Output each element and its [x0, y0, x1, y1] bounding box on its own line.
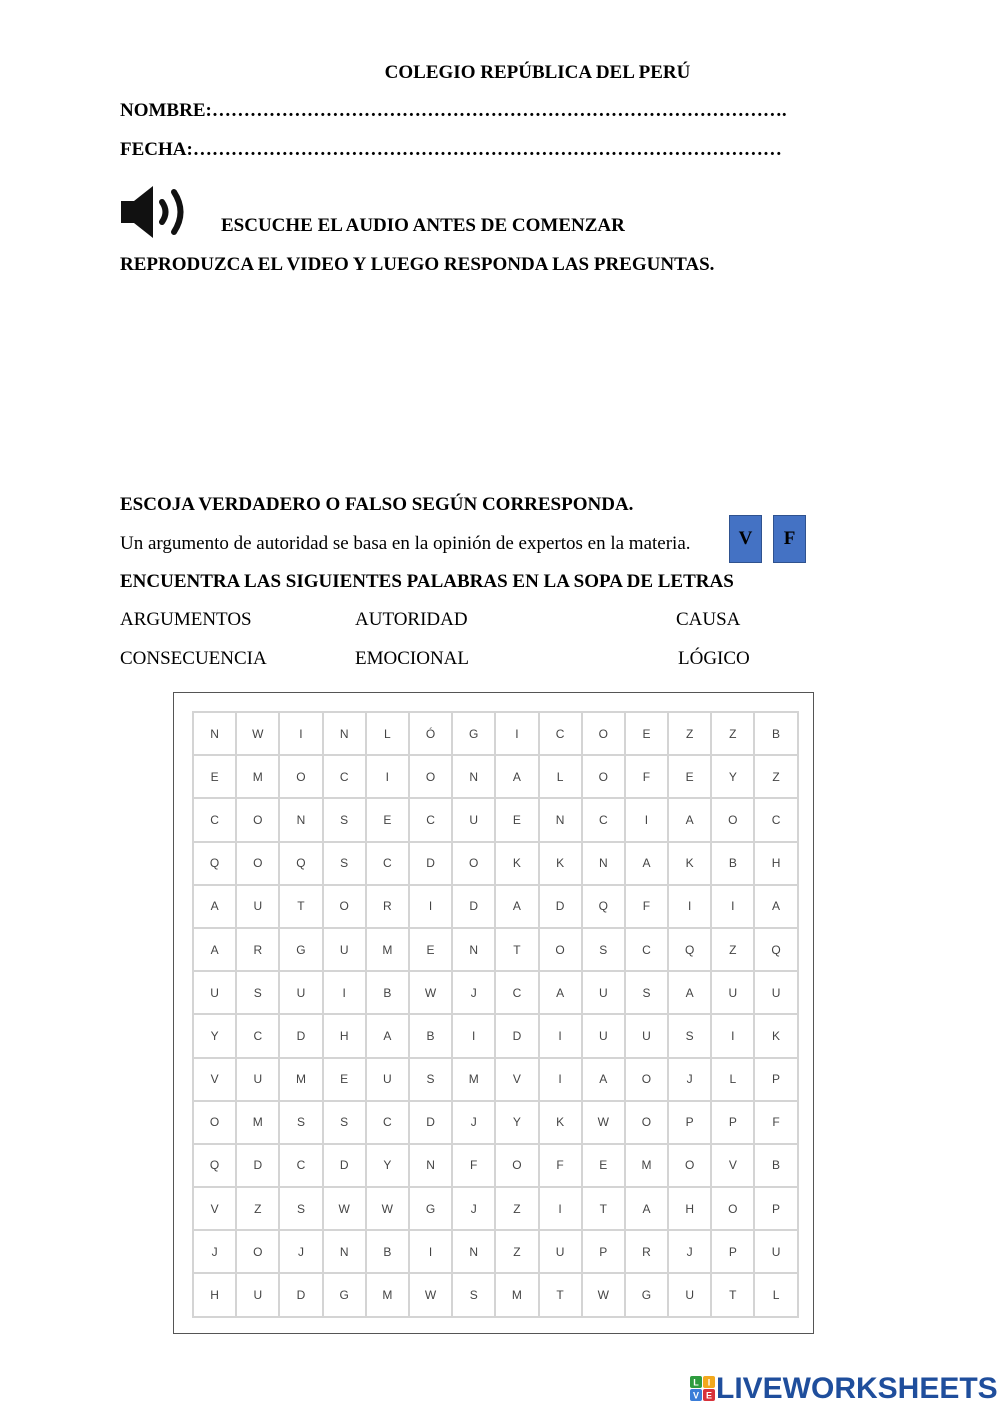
grid-cell[interactable]: O [626, 1059, 669, 1102]
grid-cell[interactable]: D [280, 1274, 323, 1317]
grid-cell[interactable]: I [669, 886, 712, 929]
grid-cell[interactable]: G [280, 929, 323, 972]
grid-cell[interactable]: D [237, 1145, 280, 1188]
grid-cell[interactable]: C [237, 1015, 280, 1058]
grid-cell[interactable]: L [712, 1059, 755, 1102]
grid-cell[interactable]: I [410, 886, 453, 929]
grid-cell[interactable]: U [626, 1015, 669, 1058]
video-instruction: REPRODUZCA EL VIDEO Y LUEGO RESPONDA LAS PREGUNTAS. [120, 254, 715, 275]
grid-cell[interactable]: M [367, 929, 410, 972]
grid-cell[interactable]: N [194, 713, 237, 756]
grid-cell[interactable]: A [626, 1188, 669, 1231]
grid-cell[interactable]: S [583, 929, 626, 972]
grid-cell[interactable]: W [410, 1274, 453, 1317]
grid-cell[interactable]: U [237, 886, 280, 929]
grid-cell[interactable]: J [194, 1231, 237, 1274]
grid-cell[interactable]: Q [669, 929, 712, 972]
grid-cell[interactable]: F [626, 756, 669, 799]
grid-cell[interactable]: C [755, 799, 798, 842]
grid-cell[interactable]: Q [280, 843, 323, 886]
grid-cell[interactable]: O [453, 843, 496, 886]
grid-cell[interactable]: C [626, 929, 669, 972]
grid-cell[interactable]: O [237, 799, 280, 842]
grid-cell[interactable]: P [755, 1188, 798, 1231]
grid-cell[interactable]: J [669, 1231, 712, 1274]
grid-cell[interactable]: C [410, 799, 453, 842]
grid-cell[interactable]: K [496, 843, 539, 886]
grid-cell[interactable]: M [453, 1059, 496, 1102]
grid-cell[interactable]: U [280, 972, 323, 1015]
grid-cell[interactable]: P [755, 1059, 798, 1102]
grid-cell[interactable]: Y [367, 1145, 410, 1188]
grid-cell[interactable]: K [540, 843, 583, 886]
grid-cell[interactable]: I [367, 756, 410, 799]
grid-cell[interactable]: A [755, 886, 798, 929]
grid-cell[interactable]: T [583, 1188, 626, 1231]
grid-cell[interactable]: Z [496, 1231, 539, 1274]
grid-cell[interactable]: O [583, 756, 626, 799]
grid-cell[interactable]: U [755, 1231, 798, 1274]
grid-cell[interactable]: Z [496, 1188, 539, 1231]
word-search-heading: ENCUENTRA LAS SIGUIENTES PALABRAS EN LA SOPA DE LETRAS [120, 571, 734, 592]
grid-cell[interactable]: M [237, 1102, 280, 1145]
grid-cell[interactable]: A [367, 1015, 410, 1058]
grid-cell[interactable]: Q [194, 843, 237, 886]
grid-cell[interactable]: C [583, 799, 626, 842]
grid-cell[interactable]: A [669, 799, 712, 842]
grid-cell[interactable]: T [712, 1274, 755, 1317]
grid-cell[interactable]: I [324, 972, 367, 1015]
grid-cell[interactable]: P [712, 1102, 755, 1145]
grid-cell[interactable]: B [712, 843, 755, 886]
grid-cell[interactable]: O [410, 756, 453, 799]
grid-cell[interactable]: A [669, 972, 712, 1015]
grid-cell[interactable]: E [669, 756, 712, 799]
grid-cell[interactable]: O [280, 756, 323, 799]
liveworksheets-logo-icon [690, 1376, 716, 1402]
grid-cell[interactable]: B [367, 1231, 410, 1274]
grid-cell[interactable]: U [583, 1015, 626, 1058]
grid-cell[interactable]: E [626, 713, 669, 756]
grid-cell[interactable]: N [324, 1231, 367, 1274]
grid-cell[interactable]: Y [194, 1015, 237, 1058]
grid-cell[interactable]: T [280, 886, 323, 929]
grid-cell[interactable]: W [367, 1188, 410, 1231]
word-list-item: ARGUMENTOS [120, 609, 252, 630]
grid-cell[interactable]: A [194, 886, 237, 929]
grid-cell[interactable]: K [755, 1015, 798, 1058]
grid-cell[interactable]: I [626, 799, 669, 842]
grid-cell[interactable]: M [496, 1274, 539, 1317]
grid-cell[interactable]: C [496, 972, 539, 1015]
grid-cell[interactable]: J [280, 1231, 323, 1274]
grid-cell[interactable]: O [237, 1231, 280, 1274]
grid-cell[interactable]: B [755, 1145, 798, 1188]
grid-cell[interactable]: S [324, 799, 367, 842]
grid-cell[interactable]: F [453, 1145, 496, 1188]
grid-cell[interactable]: J [669, 1059, 712, 1102]
grid-cell[interactable]: Z [669, 713, 712, 756]
grid-cell[interactable]: D [324, 1145, 367, 1188]
grid-cell[interactable]: U [669, 1274, 712, 1317]
grid-cell[interactable]: D [453, 886, 496, 929]
grid-cell[interactable]: I [453, 1015, 496, 1058]
word-search-grid [192, 711, 799, 1318]
word-list-item: EMOCIONAL [355, 648, 469, 669]
school-title: COLEGIO REPÚBLICA DEL PERÚ [384, 62, 691, 83]
grid-cell[interactable]: U [237, 1059, 280, 1102]
name-field-label: NOMBRE:………………………………………………………………………………. [120, 100, 787, 121]
grid-cell[interactable]: N [453, 756, 496, 799]
grid-cell[interactable]: W [324, 1188, 367, 1231]
grid-cell[interactable]: O [496, 1145, 539, 1188]
grid-cell[interactable]: E [367, 799, 410, 842]
grid-cell[interactable]: N [453, 929, 496, 972]
grid-cell[interactable]: U [453, 799, 496, 842]
grid-cell[interactable]: D [280, 1015, 323, 1058]
grid-cell[interactable]: W [583, 1102, 626, 1145]
grid-cell[interactable]: U [755, 972, 798, 1015]
grid-cell[interactable]: W [237, 713, 280, 756]
logo-letter: V [692, 1390, 700, 1401]
grid-cell[interactable]: Z [712, 929, 755, 972]
word-list-item: AUTORIDAD [355, 609, 468, 630]
grid-cell[interactable]: G [410, 1188, 453, 1231]
grid-cell[interactable]: R [237, 929, 280, 972]
grid-cell[interactable]: N [280, 799, 323, 842]
grid-cell[interactable]: V [712, 1145, 755, 1188]
grid-cell[interactable]: S [324, 843, 367, 886]
grid-cell[interactable]: O [712, 799, 755, 842]
grid-cell[interactable]: D [540, 886, 583, 929]
grid-cell[interactable]: B [367, 972, 410, 1015]
grid-cell[interactable]: D [410, 843, 453, 886]
grid-cell[interactable]: N [583, 843, 626, 886]
grid-cell[interactable]: Q [583, 886, 626, 929]
grid-cell[interactable]: O [237, 843, 280, 886]
audio-instruction: ESCUCHE EL AUDIO ANTES DE COMENZAR [221, 215, 625, 236]
grid-cell[interactable]: I [410, 1231, 453, 1274]
grid-cell[interactable]: E [496, 799, 539, 842]
grid-cell[interactable]: T [540, 1274, 583, 1317]
grid-cell[interactable]: M [280, 1059, 323, 1102]
grid-cell[interactable]: W [410, 972, 453, 1015]
grid-cell[interactable]: I [280, 713, 323, 756]
grid-cell[interactable]: G [324, 1274, 367, 1317]
grid-cell[interactable]: Q [194, 1145, 237, 1188]
grid-cell[interactable]: U [712, 972, 755, 1015]
grid-cell[interactable]: S [453, 1274, 496, 1317]
grid-cell[interactable]: I [540, 1188, 583, 1231]
grid-cell[interactable]: Z [237, 1188, 280, 1231]
grid-cell[interactable]: V [194, 1188, 237, 1231]
grid-cell[interactable]: A [626, 843, 669, 886]
grid-cell[interactable]: H [755, 843, 798, 886]
grid-cell[interactable]: I [712, 886, 755, 929]
grid-cell[interactable]: H [669, 1188, 712, 1231]
grid-cell[interactable]: S [280, 1102, 323, 1145]
grid-cell[interactable]: L [755, 1274, 798, 1317]
grid-cell[interactable]: I [712, 1015, 755, 1058]
grid-cell[interactable]: N [453, 1231, 496, 1274]
grid-cell[interactable]: D [410, 1102, 453, 1145]
logo-letter: E [705, 1390, 713, 1401]
grid-cell[interactable]: O [194, 1102, 237, 1145]
word-search-frame [173, 692, 814, 1334]
grid-cell[interactable]: S [237, 972, 280, 1015]
grid-cell[interactable]: E [194, 756, 237, 799]
grid-cell[interactable]: R [367, 886, 410, 929]
grid-cell[interactable]: E [583, 1145, 626, 1188]
grid-cell[interactable]: C [324, 756, 367, 799]
false-button[interactable]: F [773, 515, 806, 563]
grid-cell[interactable]: A [540, 972, 583, 1015]
grid-cell[interactable]: A [583, 1059, 626, 1102]
grid-cell[interactable]: W [583, 1274, 626, 1317]
grid-cell[interactable]: B [410, 1015, 453, 1058]
grid-cell[interactable]: O [626, 1102, 669, 1145]
word-list-item: LÓGICO [678, 648, 750, 669]
grid-cell[interactable]: B [755, 713, 798, 756]
word-list-item: CONSECUENCIA [120, 648, 267, 669]
grid-cell[interactable]: K [540, 1102, 583, 1145]
grid-cell[interactable]: S [410, 1059, 453, 1102]
grid-cell[interactable]: J [453, 972, 496, 1015]
grid-cell[interactable]: Q [755, 929, 798, 972]
grid-cell[interactable]: A [496, 886, 539, 929]
grid-cell[interactable]: N [324, 713, 367, 756]
grid-cell[interactable]: G [453, 713, 496, 756]
grid-cell[interactable]: F [755, 1102, 798, 1145]
grid-cell[interactable]: I [496, 713, 539, 756]
grid-cell[interactable]: V [194, 1059, 237, 1102]
grid-cell[interactable]: S [669, 1015, 712, 1058]
grid-cell[interactable]: U [583, 972, 626, 1015]
liveworksheets-brand [690, 1372, 998, 1406]
speaker-icon[interactable] [119, 182, 195, 242]
grid-cell[interactable]: A [496, 756, 539, 799]
grid-cell[interactable]: O [583, 713, 626, 756]
grid-cell[interactable]: P [583, 1231, 626, 1274]
grid-cell[interactable]: E [410, 929, 453, 972]
grid-cell[interactable]: C [367, 843, 410, 886]
grid-cell[interactable]: O [324, 886, 367, 929]
grid-cell[interactable]: D [496, 1015, 539, 1058]
grid-cell[interactable]: U [367, 1059, 410, 1102]
grid-cell[interactable]: Z [755, 756, 798, 799]
true-false-heading: ESCOJA VERDADERO O FALSO SEGÚN CORRESPONDA. [120, 494, 634, 515]
grid-cell[interactable]: Z [712, 713, 755, 756]
word-list-item: CAUSA [676, 609, 741, 630]
grid-cell[interactable]: F [626, 886, 669, 929]
logo-letter: L [693, 1377, 699, 1388]
grid-cell[interactable]: T [496, 929, 539, 972]
grid-cell[interactable]: F [540, 1145, 583, 1188]
grid-cell[interactable]: J [453, 1102, 496, 1145]
grid-cell[interactable]: I [540, 1059, 583, 1102]
grid-cell[interactable]: K [669, 843, 712, 886]
grid-cell[interactable]: P [669, 1102, 712, 1145]
grid-cell[interactable]: H [194, 1274, 237, 1317]
grid-cell[interactable]: O [669, 1145, 712, 1188]
date-field-label: FECHA:………………………………………………………………………………… [120, 139, 782, 160]
grid-cell[interactable]: V [496, 1059, 539, 1102]
grid-cell[interactable]: U [194, 972, 237, 1015]
grid-cell[interactable]: S [280, 1188, 323, 1231]
grid-cell[interactable]: L [540, 756, 583, 799]
grid-cell[interactable]: C [367, 1102, 410, 1145]
grid-cell[interactable]: G [626, 1274, 669, 1317]
grid-cell[interactable]: N [410, 1145, 453, 1188]
grid-cell[interactable]: H [324, 1015, 367, 1058]
grid-cell[interactable]: N [540, 799, 583, 842]
grid-cell[interactable]: A [194, 929, 237, 972]
brand-name: LIVEWORKSHEETS [716, 1372, 998, 1405]
grid-cell[interactable]: C [540, 713, 583, 756]
grid-cell[interactable]: Y [496, 1102, 539, 1145]
grid-cell[interactable]: S [324, 1102, 367, 1145]
grid-cell[interactable]: E [324, 1059, 367, 1102]
grid-cell[interactable]: R [626, 1231, 669, 1274]
grid-cell[interactable]: C [280, 1145, 323, 1188]
grid-cell[interactable]: U [540, 1231, 583, 1274]
grid-cell[interactable]: O [712, 1188, 755, 1231]
grid-cell[interactable]: Ó [410, 713, 453, 756]
grid-cell[interactable]: S [626, 972, 669, 1015]
grid-cell[interactable]: U [237, 1274, 280, 1317]
grid-cell[interactable]: I [540, 1015, 583, 1058]
grid-cell[interactable]: U [324, 929, 367, 972]
grid-cell[interactable]: C [194, 799, 237, 842]
grid-cell[interactable]: J [453, 1188, 496, 1231]
grid-cell[interactable]: P [712, 1231, 755, 1274]
grid-cell[interactable]: M [626, 1145, 669, 1188]
grid-cell[interactable]: L [367, 713, 410, 756]
true-button[interactable]: V [729, 515, 762, 563]
grid-cell[interactable]: M [367, 1274, 410, 1317]
grid-cell[interactable]: M [237, 756, 280, 799]
logo-letter: I [707, 1377, 711, 1388]
true-false-statement: Un argumento de autoridad se basa en la opinión de expertos en la materia. [120, 533, 691, 554]
grid-cell[interactable]: O [540, 929, 583, 972]
grid-cell[interactable]: Y [712, 756, 755, 799]
